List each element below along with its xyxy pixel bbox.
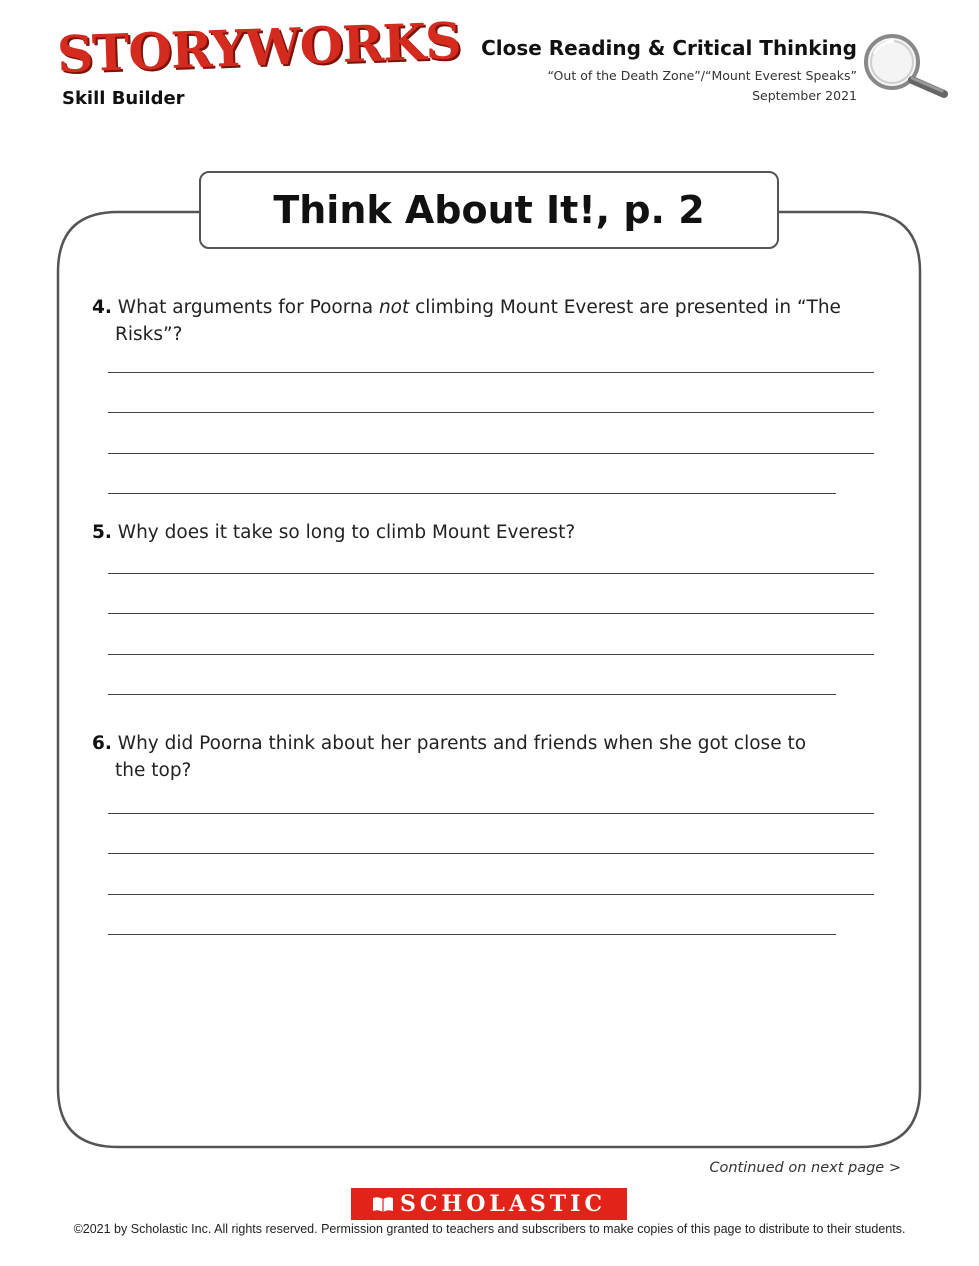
answer-line[interactable] (108, 853, 874, 854)
question-text-line2: Risks”? (115, 324, 183, 345)
question-emphasis: not (378, 297, 410, 318)
storyworks-logo: STORYWORKS (56, 10, 462, 84)
answer-line[interactable] (108, 613, 874, 614)
answer-line[interactable] (108, 813, 874, 814)
question-text: Why did Poorna think about her parents and friends when she got close to (111, 733, 807, 754)
answer-line[interactable] (108, 654, 874, 655)
skill-builder-label: Skill Builder (62, 88, 185, 109)
answer-line[interactable] (108, 573, 874, 574)
question-text: climbing Mount Everest are presented in “The (409, 297, 841, 318)
question-number: 4. (92, 297, 112, 318)
question-5 (92, 519, 882, 546)
answer-line[interactable] (108, 412, 874, 413)
question-4 (92, 294, 882, 348)
question-text: What arguments for Poorna (111, 297, 379, 318)
header-subtitle: “Out of the Death Zone”/“Mount Everest Speaks” (547, 68, 857, 83)
question-text: Why does it take so long to climb Mount Everest? (111, 522, 576, 543)
worksheet-title-box (199, 171, 779, 249)
copyright-notice: ©2021 by Scholastic Inc. All rights reserved. Permission granted to teachers and subscribers to make copies of this page to distribute to their students. (73, 1222, 906, 1236)
question-6 (92, 730, 882, 784)
header-title: Close Reading & Critical Thinking (481, 36, 857, 60)
answer-line[interactable] (108, 372, 874, 373)
scholastic-logo (351, 1188, 627, 1220)
continued-note: Continued on next page > (709, 1160, 901, 1176)
worksheet-title: Think About It!, p. 2 (273, 188, 705, 232)
open-book-icon (372, 1195, 394, 1213)
question-number: 5. (92, 522, 112, 543)
answer-line[interactable] (108, 694, 836, 695)
question-number: 6. (92, 733, 112, 754)
answer-line[interactable] (108, 894, 874, 895)
answer-line[interactable] (108, 934, 836, 935)
header-date: September 2021 (752, 88, 857, 103)
question-text-line2: the top? (115, 760, 192, 781)
answer-line[interactable] (108, 493, 836, 494)
scholastic-wordmark: SCHOLASTIC (400, 1191, 606, 1217)
answer-line[interactable] (108, 453, 874, 454)
